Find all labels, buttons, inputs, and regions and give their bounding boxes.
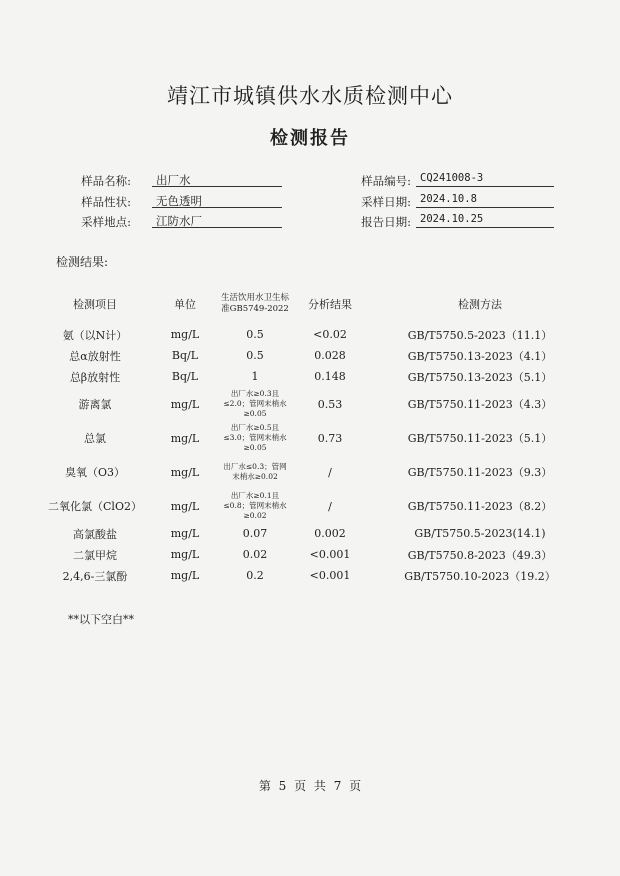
cell-standard: 0.5: [246, 349, 264, 362]
cell-item: 二氯甲烷: [73, 548, 117, 562]
cell-unit: mg/L: [170, 431, 200, 445]
sample-state-label: 样品性状:: [81, 195, 131, 209]
sample-name-value: 出厂水: [152, 172, 282, 187]
cell-unit: mg/L: [170, 397, 200, 411]
table-row: [40, 387, 590, 421]
table-row: [40, 421, 590, 455]
blank-below-note: **以下空白**: [68, 613, 134, 626]
cell-unit: Bq/L: [171, 349, 199, 362]
table-row: [40, 544, 590, 565]
report-subtitle: 检测报告: [270, 128, 350, 149]
cell-unit: mg/L: [170, 465, 200, 479]
report-date-value: 2024.10.25: [416, 213, 554, 228]
report-date-label: 报告日期:: [361, 215, 411, 229]
sampling-date-label: 采样日期:: [361, 195, 411, 209]
header-result: 分析结果: [308, 298, 352, 311]
sample-number-value: CQ241008-3: [416, 172, 554, 187]
page-number: 第 5 页 共 7 页: [258, 779, 362, 793]
cell-method: GB/T5750.8-2023（49.3）: [407, 548, 553, 562]
table-row: [40, 324, 590, 345]
sampling-date-value: 2024.10.8: [416, 193, 554, 208]
cell-item: 游离氯: [78, 398, 112, 411]
cell-result: /: [328, 499, 332, 513]
sampling-location-value: 江防水厂: [152, 213, 282, 228]
header-unit: 单位: [174, 298, 196, 311]
cell-item: 高氯酸盐: [73, 527, 117, 541]
table-row: [40, 366, 590, 387]
cell-standard: 出厂水≥0.1且≤0.8；管网末梢水≥0.02: [223, 491, 287, 520]
cell-item: 总β放射性: [69, 370, 121, 384]
cell-method: GB/T5750.5-2023（11.1）: [407, 328, 553, 342]
results-table: [40, 284, 590, 586]
cell-item: 氨（以N计）: [62, 328, 128, 342]
cell-standard: 出厂水≥0.3且≤2.0；管网末梢水≥0.05: [223, 389, 287, 418]
cell-standard: 0.02: [242, 548, 268, 561]
cell-unit: mg/L: [170, 499, 200, 513]
cell-standard: 0.5: [246, 328, 264, 341]
cell-result: 0.73: [317, 431, 343, 445]
results-section-label: 检测结果:: [56, 255, 109, 269]
cell-result: <0.001: [309, 569, 351, 582]
cell-result: 0.028: [314, 349, 346, 362]
cell-unit: mg/L: [170, 328, 200, 341]
cell-unit: mg/L: [170, 527, 200, 540]
cell-standard: 出厂水≤0.3；管网末梢水≥0.02: [223, 462, 287, 481]
sample-number-label: 样品编号:: [361, 174, 411, 188]
cell-method: GB/T5750.11-2023（9.3）: [407, 466, 553, 479]
sample-name-label: 样品名称:: [81, 174, 131, 188]
cell-result: /: [328, 465, 332, 479]
cell-method: GB/T5750.11-2023（8.2）: [407, 500, 553, 513]
cell-method: GB/T5750.10-2023（19.2）: [404, 569, 556, 583]
cell-result: <0.02: [313, 328, 347, 341]
table-header-row: [40, 284, 590, 324]
cell-item: 总氯: [84, 432, 106, 445]
table-row: [40, 455, 590, 489]
header-standard: 生活饮用水卫生标准GB5749-2022: [220, 293, 289, 314]
cell-item: 二氧化氯（ClO2）: [48, 500, 142, 513]
sample-state-value: 无色透明: [152, 193, 282, 208]
header-method: 检测方法: [458, 298, 502, 311]
cell-item: 总α放射性: [69, 349, 121, 363]
cell-method: GB/T5750.11-2023（5.1）: [407, 432, 553, 445]
table-row: [40, 345, 590, 366]
cell-standard: 0.2: [246, 569, 264, 582]
cell-standard: 出厂水≥0.5且≤3.0；管网末梢水≥0.05: [223, 423, 287, 452]
cell-unit: Bq/L: [171, 370, 199, 383]
cell-result: <0.001: [309, 548, 351, 561]
cell-method: GB/T5750.5-2023(14.1): [414, 527, 546, 540]
cell-result: 0.002: [314, 527, 346, 540]
table-row: [40, 523, 590, 544]
cell-item: 臭氧（O3）: [64, 466, 126, 479]
header-item: 检测项目: [73, 298, 117, 311]
cell-standard: 1: [251, 370, 259, 383]
cell-unit: mg/L: [170, 569, 200, 582]
cell-result: 0.53: [317, 397, 343, 411]
table-row: [40, 565, 590, 586]
cell-method: GB/T5750.11-2023（4.3）: [407, 398, 553, 411]
table-row: [40, 489, 590, 523]
cell-method: GB/T5750.13-2023（4.1）: [407, 349, 553, 363]
cell-item: 2,4,6-三氯酚: [62, 569, 128, 583]
page-title: 靖江市城镇供水水质检测中心: [167, 84, 453, 108]
cell-standard: 0.07: [242, 527, 268, 540]
cell-result: 0.148: [314, 370, 346, 383]
sampling-location-label: 采样地点:: [81, 215, 131, 229]
cell-unit: mg/L: [170, 548, 200, 561]
cell-method: GB/T5750.13-2023（5.1）: [407, 370, 553, 384]
